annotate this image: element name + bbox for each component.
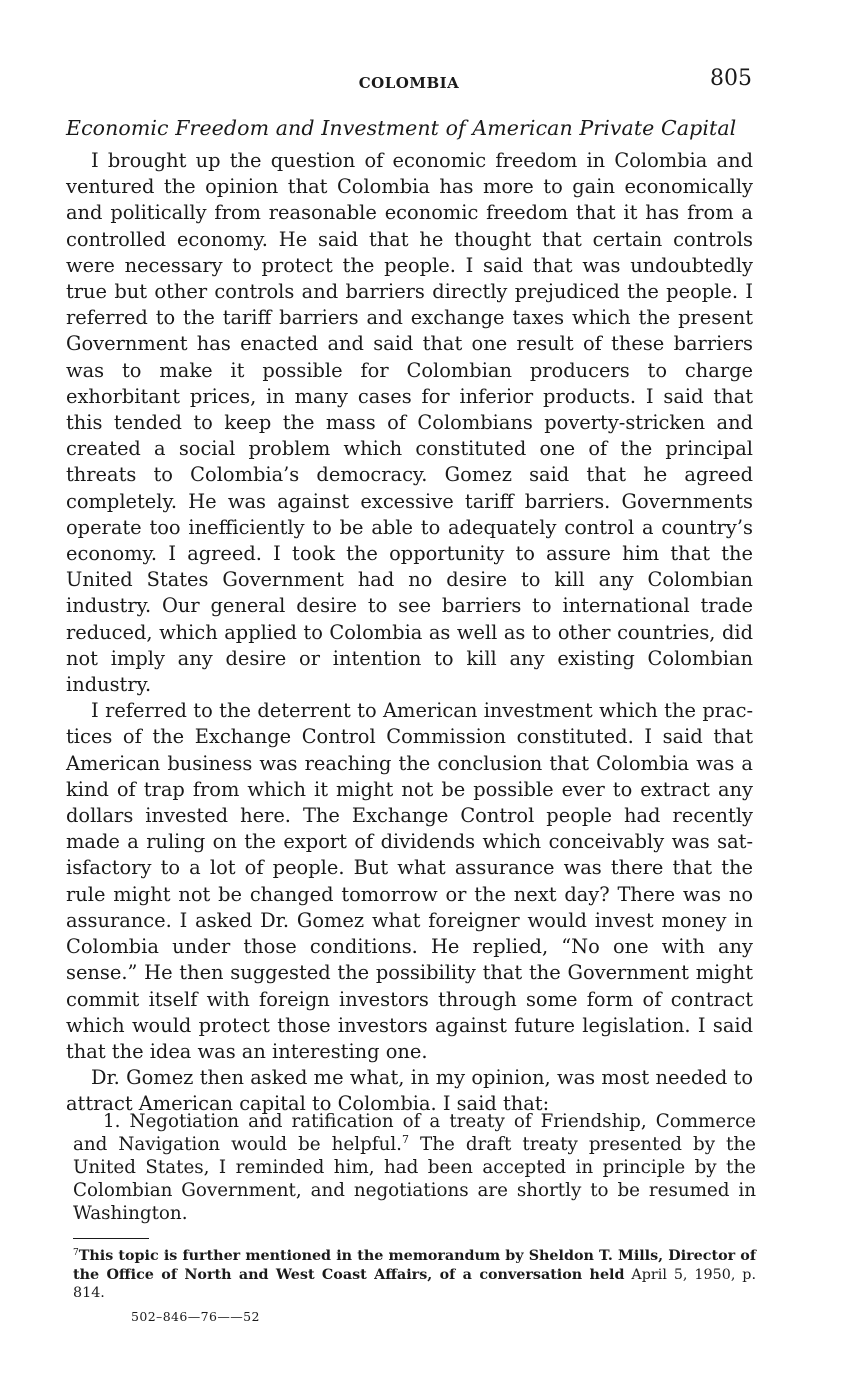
footnote-reference: 7 — [402, 1133, 409, 1146]
list-item-text-before: 1. Negotiation and ratification of a treaty of Friendship, Commerce and Navigation would be helpful. — [73, 1111, 756, 1155]
footnote-divider — [73, 1238, 149, 1239]
paragraph-1: I brought up the question of economic freedom in Colombia and ventured the opinion that Colombia has more to gain economically and politically from reasonable economic freedom that it has from a controlled economy. He said that he thought that certain controls were necessary to protect the people. I said that was undoubtedly true but other controls and barriers directly prejudiced the people. I referred to the tariff barriers and exchange taxes which the present Government has enacted and said that one result of these barriers was to make it possible for Colombian producers to charge exhorbitant prices, in many cases for inferior products. I said that this tended to keep the mass of Colombians poverty-stricken and created a social problem which constituted one of the principal threats to Colombia’s democracy. Gomez said that he agreed completely. He was against excessive tariff barriers. Governments operate too inefficiently to be able to adequately control a country’s economy. I agreed. I took the opportunity to assure him that the United States Government had no desire to kill any Colombian industry. Our general desire to see barriers to international trade reduced, which applied to Colombia as well as to other countries, did not imply any desire or intention to kill any existing Colombian industry. — [66, 149, 753, 697]
footnote — [73, 1247, 756, 1303]
paragraph-2: I referred to the deterrent to American investment which the practices of the Exchange Control Commission constituted. I said that American business was reaching the conclusion that Colombia was a kind of trap from which it might not be possible ever to extract any dollars invested here. The Exchange Control people had recently made a ruling on the export of dividends which conceivably was satisfactory to a lot of people. But what assurance was there that the rule might not be changed tomorrow or the next day? There was no assurance. I asked Dr. Gomez what foreigner would invest money in Colombia under those conditions. He replied, “No one with any sense.” He then suggested the possibility that the Government might commit itself with foreign investors through some form of contract which would protect those investors against future legislation. I said that the idea was an interesting one. — [66, 699, 753, 1063]
body-text — [66, 148, 753, 1118]
page-number: 805 — [710, 66, 752, 91]
page-header — [66, 66, 752, 100]
footnote-text-bold: This topic is further mentioned in the memorandum by Sheldon T. Mills, Director of the Office of North and West Coast Affairs, of a conversation held — [73, 1248, 756, 1283]
numbered-list — [73, 1110, 756, 1225]
print-code: 502–846—76——52 — [131, 1309, 260, 1324]
paragraph-3: Dr. Gomez then asked me what, in my opinion, was most needed to attract American capital to Colombia. I said that: — [66, 1066, 753, 1116]
footnote-text-plain: April 5, 1950, p. 814. — [73, 1266, 757, 1302]
list-item — [73, 1110, 756, 1225]
list-item-text-after: The draft treaty presented by the United States, I reminded him, had been accepted in principle by the Colombian Government, and negotiations are shortly to be resumed in Washington. — [73, 1134, 756, 1224]
section-heading: Economic Freedom and Investment of American Private Capital — [66, 116, 737, 140]
running-head: COLOMBIA — [358, 74, 460, 92]
footnote-mark: 7 — [73, 1248, 79, 1258]
